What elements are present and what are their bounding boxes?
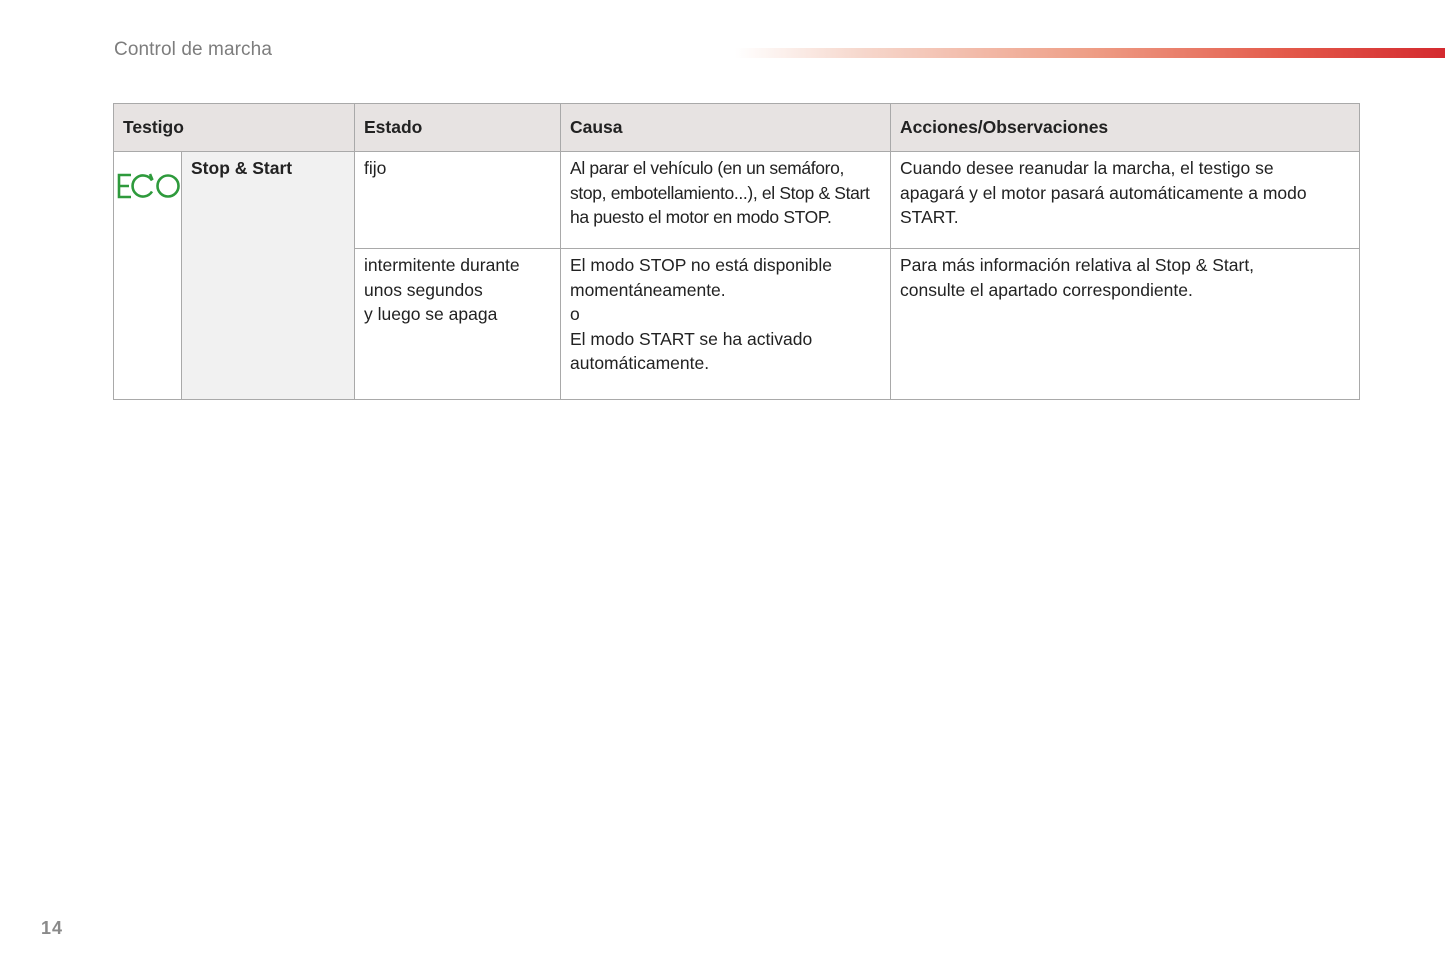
estado-cell bbox=[355, 152, 561, 249]
estado-text: intermitente durante bbox=[364, 255, 520, 275]
table-row bbox=[114, 152, 1360, 249]
acciones-text: consulte el apartado correspondiente. bbox=[900, 279, 1193, 300]
column-header-testigo: Testigo bbox=[114, 104, 355, 152]
acciones-cell bbox=[891, 249, 1360, 400]
causa-text: o bbox=[570, 304, 580, 324]
causa-text: automáticamente. bbox=[570, 353, 710, 373]
eco-icon bbox=[116, 172, 180, 200]
warning-light-table bbox=[113, 103, 1360, 400]
causa-text: Al parar el vehículo (en un semáforo, bbox=[570, 158, 845, 178]
header-color-stripe bbox=[735, 48, 1445, 58]
estado-text: fijo bbox=[364, 158, 387, 178]
acciones-text: apagará y el motor pasará automáticamente a modo bbox=[900, 182, 1307, 203]
estado-text: unos segundos bbox=[364, 279, 483, 300]
warning-light-name: Stop & Start bbox=[182, 152, 355, 400]
acciones-text: START. bbox=[900, 207, 959, 227]
warning-light-icon-cell bbox=[114, 152, 182, 400]
acciones-cell bbox=[891, 152, 1360, 249]
page-number: 14 bbox=[41, 918, 64, 938]
acciones-text: Para más información relativa al Stop & Start, bbox=[900, 255, 1255, 275]
causa-cell bbox=[561, 249, 891, 400]
estado-cell bbox=[355, 249, 561, 400]
column-header-acciones: Acciones/Observaciones bbox=[891, 104, 1360, 152]
causa-text: El modo STOP no está disponible bbox=[570, 255, 833, 275]
column-header-estado: Estado bbox=[355, 104, 561, 152]
causa-text: momentáneamente. bbox=[570, 279, 726, 300]
causa-text: ha puesto el motor en modo STOP. bbox=[570, 207, 832, 227]
causa-text: stop, embotellamiento...), el Stop & Start bbox=[570, 182, 870, 203]
section-title: Control de marcha bbox=[114, 39, 272, 60]
estado-text: y luego se apaga bbox=[364, 304, 498, 324]
column-header-causa: Causa bbox=[561, 104, 891, 152]
acciones-text: Cuando desee reanudar la marcha, el testigo se bbox=[900, 158, 1274, 178]
causa-cell bbox=[561, 152, 891, 249]
table-header-row bbox=[114, 104, 1360, 152]
causa-text: El modo START se ha activado bbox=[570, 328, 813, 349]
